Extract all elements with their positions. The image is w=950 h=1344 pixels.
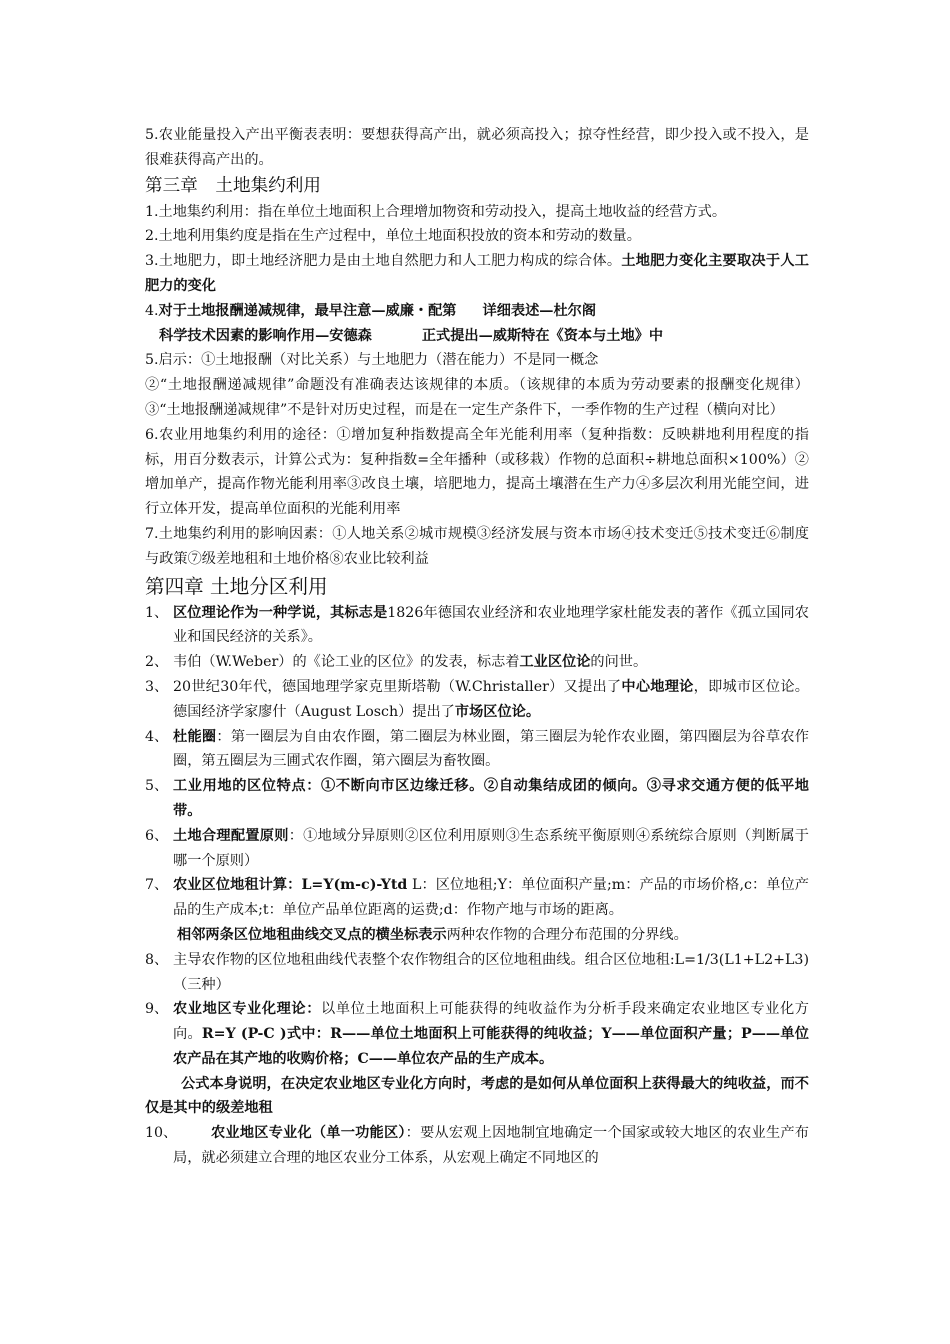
item-9-conclusion: 公式本身说明，在决定农业地区专业化方向时，考虑的是如何从单位面积上获得最大的纯收益，而不仅是其中的级差地租 [145,1075,809,1117]
paragraph-s3-5: 5.启示：①土地报酬（对比关系）与土地肥力（潜在能力）不是同一概念 [145,352,599,369]
document-page [145,123,809,1171]
item-9-text: 以单位土地面积上可能获得的纯收益作为分析手段来确定农业地区专业化方向。 [173,1001,809,1043]
item-8-num: 8、 [145,951,169,968]
item-9-num: 9、 [145,1001,169,1018]
s3-4-b: 详细表述—杜尔阁 [482,302,597,319]
paragraph-s3-3 [145,249,809,299]
item-7-text: L：区位地租;Y：单位面积产量;m：产品的市场价格,c：单位产品的生产成本;t：单位产品单位距离的运费;d：作物产地与市场的距离。 [173,877,809,919]
item-1-bold: 区位理论作为一种学说，其标志是 [173,604,388,621]
paragraph-s3-6: 6.农业用地集约利用的途径：①增加复种指数提高全年光能利用率（复种指数：反映耕地利用程度的指标，用百分数表示，计算公式为：复种指数=全年播种（或移栽）作物的总面积÷耕地总面积×100%）②增加单产，提高作物光能利用率③改良土壤，培肥地力，提高土壤潜在生产力④多层次利用光能空间，进行立体开发，提高单位面积的光能利用率 [145,426,809,518]
list-item-2 [145,650,809,675]
item-5-bold-1: 工业用地的区位特点： [173,778,322,795]
chapter-4-title: 第四章 土地分区利用 [145,574,328,598]
item-2-num: 2、 [145,654,169,671]
item-9-bold: 农业地区专业化理论： [173,1001,322,1018]
s3-4-c: 科学技术因素的影响作用—安德森 [159,327,372,344]
item-3-mid: ，即城市区位论。德国经济学家廖什（August Losch）提出了 [173,678,809,720]
item-10-num: 10、 [145,1125,178,1142]
item-10-text: ：要从宏观上因地制宜地确定一个国家或较大地区的农业生产布局，就必须建立合理的地区农业分工体系，从宏观上确定不同地区的 [173,1125,809,1167]
item-3-bold-2: 市场区位论。 [454,703,541,720]
list-item-5 [145,774,809,824]
list-item-8 [145,948,809,998]
s3-3-bold: 土地肥力变化主要取决于人工肥力的变化 [145,253,809,294]
s3-4-num: 4. [145,302,159,319]
item-4-text: ：第一圈层为自由农作圈，第二圈层为林业圈，第三圈层为轮作农业圈，第四圈层为谷草农作圈，第五圈层为三圃式农作圈，第六圈层为畜牧圈。 [173,728,809,770]
item-2-text: 韦伯（W.Weber）的《论工业的区位》的发表，标志着 [173,654,520,671]
item-5-bold-2: ①不断向市区边缘迁移。②自动集结成团的倾向。③寻求交通方便的低平地带。 [173,778,809,819]
item-6-text: ：①地域分异原则②区位利用原则③生态系统平衡原则④系统综合原则（判断属于哪一个原则） [173,827,809,869]
item-3-text: 20世纪30年代，德国地理学家克里斯塔勒（W.Christaller）又提出了 [173,678,622,695]
item-7-tail: 两种农作物的合理分布范围的分界线。 [446,926,688,943]
item-8-text: 主导农作物的区位地租曲线代表整个农作物组合的区位地租曲线。组合区位地租:L=1/3(L1+L2+L3)（三种） [173,951,809,993]
item-9-formula: R=Y (P-C )式中：R——单位土地面积上可能获得的纯收益；Y——单位面积产量；P——单位农产品在其产地的收购价格；C——单位农产品的生产成本。 [173,1026,809,1067]
paragraph-s3-2: 2.土地利用集约度是指在生产过程中，单位土地面积投放的资本和劳动的数量。 [145,228,641,245]
list-item-4 [145,725,809,775]
paragraph-s3-5-cont: ②“土地报酬递减规律”命题没有准确表达该规律的本质。（该规律的本质为劳动要素的报酬变化规律）③“土地报酬递减规律”不是针对历史过程，而是在一定生产条件下，一季作物的生产过程（横向对比） [145,377,809,418]
item-2-bold: 工业区位论 [519,654,591,671]
s3-4-d: 正式提出—威斯特在《资本与土地》中 [421,327,664,344]
list-item-6 [145,824,809,874]
item-4-bold: 杜能圈 [173,728,217,745]
item-9-cont [145,1072,809,1122]
list-item-10 [145,1121,809,1171]
paragraph-s3-4 [145,299,809,324]
list-item-1 [145,601,809,651]
list-item-9 [145,997,809,1071]
paragraph-s3-7: 7.土地集约利用的影响因素：①人地关系②城市规模③经济发展与资本市场④技术变迁⑤技术变迁⑥制度与政策⑦级差地租和土地价格⑧农业比较利益 [145,525,809,567]
item-4-num: 4、 [145,728,169,745]
item-10-bold: 农业地区专业化（单一功能区） [211,1125,406,1142]
s3-3-text: 3.土地肥力，即土地经济肥力是由土地自然肥力和人工肥力构成的综合体。 [145,253,622,270]
item-6-bold: 土地合理配置原则 [173,827,289,844]
item-6-num: 6、 [145,827,169,844]
item-5-num: 5、 [145,778,169,795]
item-7-num: 7、 [145,877,169,894]
list-item-7 [145,873,809,923]
item-3-num: 3、 [145,678,169,695]
item-2-tail: 的问世。 [590,654,648,671]
item-1-num: 1、 [145,604,169,621]
paragraph-s3-4-cont [145,324,809,349]
paragraph-s3-intro-5: 5.农业能量投入产出平衡表表明：要想获得高产出，就必须高投入；掠夺性经营，即少投入或不投入，是很难获得高产出的。 [145,127,809,168]
item-7-cont [145,923,809,948]
s3-4-a: 对于土地报酬递减规律，最早注意—威廉・配第 [158,302,457,319]
item-1-text: 1826年德国农业经济和农业地理学家杜能发表的著作《孤立国同农业和国民经济的关系》。 [173,604,809,646]
paragraph-s3-1: 1.土地集约利用：指在单位土地面积上合理增加物资和劳动投入，提高土地收益的经营方式。 [145,203,727,220]
chapter-3-title: 第三章 土地集约利用 [145,175,321,196]
list-item-3 [145,675,809,725]
item-3-bold-1: 中心地理论 [621,678,694,695]
item-7-bold-2: 相邻两条区位地租曲线交叉点的横坐标表示 [177,926,447,943]
item-7-bold: 农业区位地租计算：L=Y(m-c)-Ytd [173,877,408,894]
